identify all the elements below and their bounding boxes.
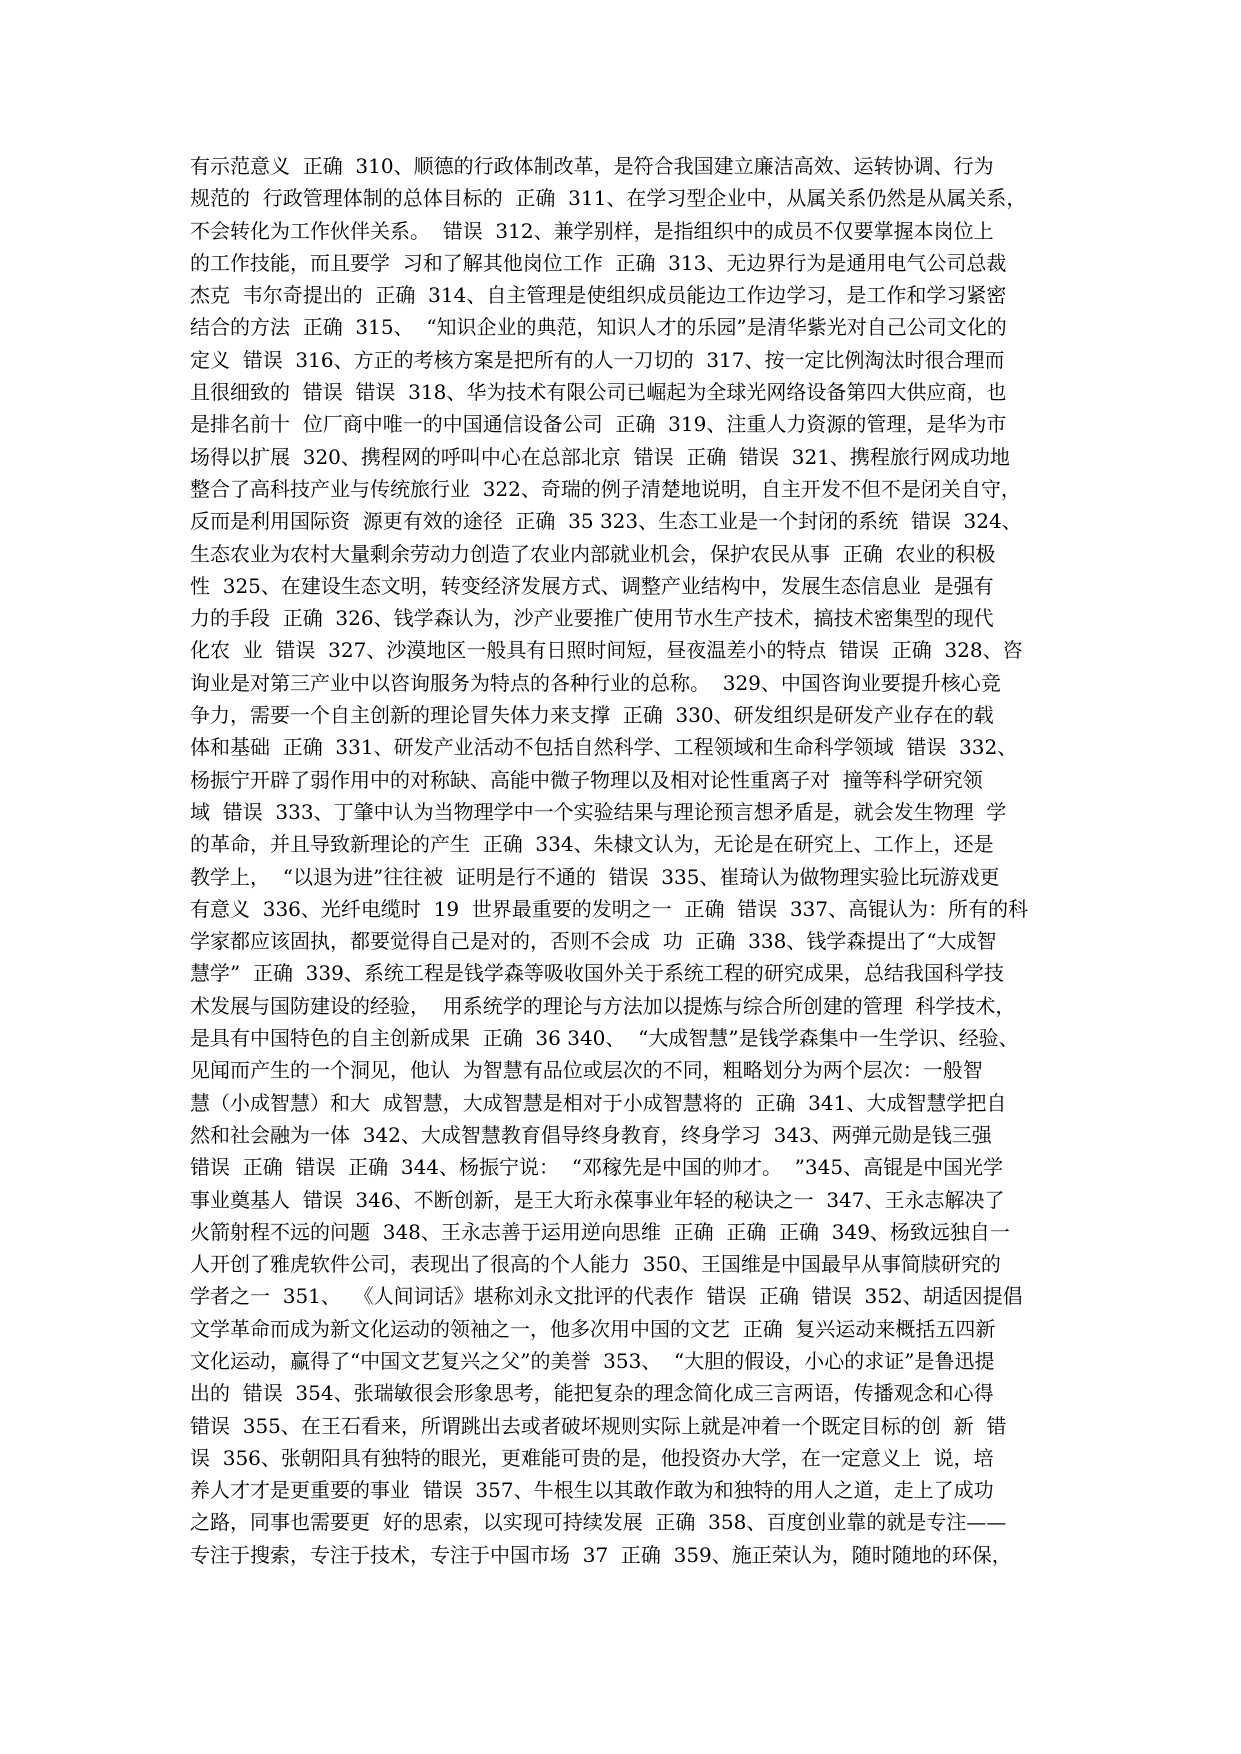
text-line: 错误 355、在王石看来，所谓跳出去或者破坏规则实际上就是冲着一个既定目标的创 新 错 — [190, 1413, 1007, 1438]
text-line: 出的 错误 354、张瑞敏很会形象思考，能把复杂的理念简化成三言两语，传播观念和心得 — [190, 1381, 994, 1406]
text-line: 学者之一 351、 《人间词话》堪称刘永文批评的代表作 错误 正确 错误 352、胡适因提倡 — [190, 1284, 1023, 1309]
text-line: 性 325、在建设生态文明，转变经济发展方式、调整产业结构中，发展生态信息业 是强有 — [190, 573, 994, 598]
text-line: 文学革命而成为新文化运动的领袖之一，他多次用中国的文艺 正确 复兴运动来概括五四新 — [190, 1316, 996, 1341]
text-line: 学家都应该固执，都要觉得自己是对的，否则不会成 功 正确 338、钱学森提出了“大成智 — [190, 929, 997, 954]
text-line: 域 错误 333、丁肇中认为当物理学中一个实验结果与理论预言想矛盾是，就会发生物理 学 — [190, 799, 1007, 824]
text-line: 慧（小成智慧）和大 成智慧，大成智慧是相对于小成智慧将的 正确 341、大成智慧学把自 — [190, 1090, 1007, 1115]
text-line: 结合的方法 正确 315、 “知识企业的典范，知识人才的乐园”是清华紫光对自己公司文化的 — [190, 315, 1007, 340]
text-line: 教学上， “以退为进”往往被 证明是行不通的 错误 335、崔琦认为做物理实验比玩游戏更 — [190, 864, 1000, 889]
text-line: 争力，需要一个自主创新的理论冒失体力来支撑 正确 330、研发组织是研发产业存在的载 — [190, 703, 994, 728]
text-line: 且很细致的 错误 错误 318、华为技术有限公司已崛起为全球光网络设备第四大供应商，也 — [190, 380, 1007, 405]
text-line: 慧学” 正确 339、系统工程是钱学森等吸收国外关于系统工程的研究成果，总结我国科学技 — [190, 961, 1004, 986]
text-line: 术发展与国防建设的经验， 用系统学的理论与方法加以提炼与综合所创建的管理 科学技术， — [190, 993, 1016, 1018]
text-line: 误 356、张朝阳具有独特的眼光，更难能可贵的是，他投资办大学，在一定意义上 说，培 — [190, 1445, 994, 1470]
text-line: 反而是利用国际资 源更有效的途径 正确 35 323、生态工业是一个封闭的系统 错误 324、 — [190, 509, 1022, 534]
text-line: 文化运动，赢得了“中国文艺复兴之父”的美誉 353、 “大胆的假设，小心的求证”是鲁迅提 — [190, 1348, 995, 1373]
text-line: 力的手段 正确 326、钱学森认为，沙产业要推广使用节水生产技术，搞技术密集型的现代 — [190, 606, 994, 631]
text-line: 杰克 韦尔奇提出的 正确 314、自主管理是使组织成员能边工作边学习，是工作和学习紧密 — [190, 283, 1007, 308]
text-line: 错误 正确 错误 正确 344、杨振宁说： “邓稼先是中国的帅才。 ”345、高锟是中国光学 — [190, 1155, 1004, 1180]
text-line: 是具有中国特色的自主创新成果 正确 36 340、 “大成智慧”是钱学森集中一生学识、经验、 — [190, 1026, 1019, 1051]
text-line: 规范的 行政管理体制的总体目标的 正确 311、在学习型企业中，从属关系仍然是从属关系， — [190, 186, 1027, 211]
text-line: 不会转化为工作伙伴关系。 错误 312、兼学别样，是指组织中的成员不仅要掌握本岗位上 — [190, 218, 994, 243]
text-line: 询业是对第三产业中以咨询服务为特点的各种行业的总称。 329、中国咨询业要提升核心竞 — [190, 670, 1001, 695]
text-line: 人开创了雅虎软件公司，表现出了很高的个人能力 350、王国维是中国最早从事简牍研究的 — [190, 1252, 1001, 1277]
body-text — [190, 150, 1070, 1571]
text-line: 场得以扩展 320、携程网的呼叫中心在总部北京 错误 正确 错误 321、携程旅行网成功地 — [190, 444, 1010, 469]
text-line: 体和基础 正确 331、研发产业活动不包括自然科学、工程领域和生命科学领域 错误 332、 — [190, 735, 1018, 760]
text-line: 整合了高科技产业与传统旅行业 322、奇瑞的例子清楚地说明，自主开发不但不是闭关自守， — [190, 476, 1021, 501]
text-line: 杨振宁开辟了弱作用中的对称缺、高能中微子物理以及相对论性重离子对 撞等科学研究领 — [190, 767, 983, 792]
text-line: 有意义 336、光纤电缆时 19 世界最重要的发明之一 正确 错误 337、高锟认为：所有的科 — [190, 896, 1029, 921]
text-line: 定义 错误 316、方正的考核方案是把所有的人一刀切的 317、按一定比例淘汰时很合理而 — [190, 347, 1005, 372]
text-line: 生态农业为农村大量剩余劳动力创造了农业内部就业机会，保护农民从事 正确 农业的积极 — [190, 541, 996, 566]
text-line: 见闻而产生的一个洞见，他认 为智慧有品位或层次的不同，粗略划分为两个层次：一般智 — [190, 1058, 983, 1083]
text-line: 专注于搜索，专注于技术，专注于中国市场 37 正确 359、施正荣认为，随时随地的环保， — [190, 1542, 1012, 1567]
text-line: 事业奠基人 错误 346、不断创新，是王大珩永葆事业年轻的秘诀之一 347、王永志解决了 — [190, 1187, 1005, 1212]
text-line: 化农 业 错误 327、沙漠地区一般具有日照时间短，昼夜温差小的特点 错误 正确 328、咨 — [190, 638, 1023, 663]
text-line: 之路，同事也需要更 好的思索，以实现可持续发展 正确 358、百度创业靠的就是专注—— — [190, 1510, 1007, 1535]
text-line: 有示范意义 正确 310、顺德的行政体制改革，是符合我国建立廉洁高效、运转协调、行为 — [190, 154, 994, 178]
text-line: 火箭射程不远的问题 348、王永志善于运用逆向思维 正确 正确 正确 349、杨致远独自一 — [190, 1219, 1010, 1244]
text-line: 是排名前十 位厂商中唯一的中国通信设备公司 正确 319、注重人力资源的管理，是华为市 — [190, 412, 1007, 437]
text-line: 然和社会融为一体 342、大成智慧教育倡导终身教育，终身学习 343、两弹元勋是钱三强 — [190, 1122, 992, 1147]
text-line: 的工作技能，而且要学 习和了解其他岗位工作 正确 313、无边界行为是通用电气公司总裁 — [190, 250, 1007, 275]
text-line: 的革命，并且导致新理论的产生 正确 334、朱棣文认为，无论是在研究上、工作上，还是 — [190, 832, 994, 857]
text-line: 养人才才是更重要的事业 错误 357、牛根生以其敢作敢为和独特的用人之道，走上了成功 — [190, 1478, 994, 1503]
